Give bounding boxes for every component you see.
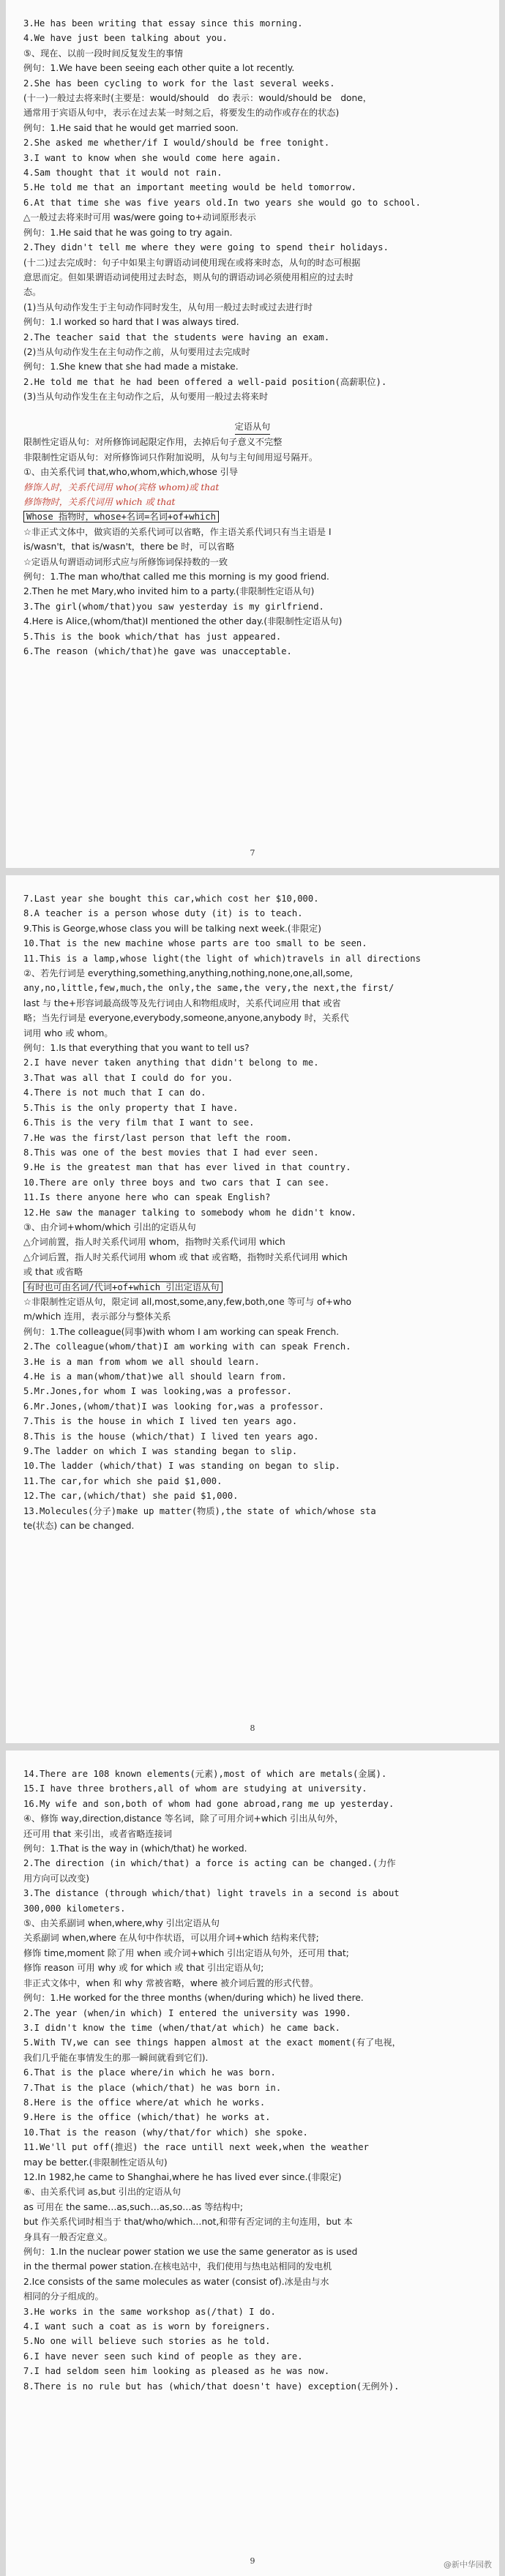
text-line: 10.There are only three boys and two cars that I can see. <box>23 1177 330 1188</box>
text-line: 12.The car,(which/that) she paid $1,000. <box>23 1491 239 1502</box>
text-line: 7.I had seldom seen him looking as pleased as he was now. <box>23 2366 330 2377</box>
text-line: △一般过去将来时可用 was/were going to+动词原形表示 <box>23 212 256 223</box>
text-line: 2.The year (when/in which) I entered the university was 1990. <box>23 2007 351 2018</box>
text-line: 身具有一般否定意义。 <box>23 2231 113 2242</box>
page-number: 9 <box>250 2556 255 2566</box>
page-1-lines <box>23 16 482 659</box>
text-line: 4.Sam thought that it would not rain. <box>23 168 222 179</box>
text-line: 例句：1.He said that he was going to try again. <box>23 227 233 238</box>
text-line: (1)当从句动作发生于主句动作同时发生，从句用一般过去时或过去进行时 <box>23 302 313 312</box>
text-line: ③、由介词+whom/which 引出的定语从句 <box>23 1221 196 1232</box>
text-line: 例句：1.He worked for the three months (when/during which) he lived there. <box>23 1993 364 2004</box>
text-line: ⑥、由关系代词 as,but 引出的定语从句 <box>23 2187 182 2198</box>
text-line: △介词后置，指人时关系代词用 whom 或 that 或省略，指物时关系代词用 which <box>23 1251 348 1262</box>
text-line: ④、修饰 way,direction,distance 等名词，除了可用介词+which 引出从句外， <box>23 1813 344 1824</box>
text-line: (2)当从句动作发生在主句动作之前，从句要用过去完成时 <box>23 346 250 357</box>
text-line: ☆定语从句谓语动词形式应与所修饰词保持数的一致 <box>23 556 228 567</box>
document-page-2 <box>6 875 499 1743</box>
text-line: is/wasn't，that is/wasn't，there be 时，可以省略 <box>23 542 235 553</box>
text-line: 例句：1.The man who/that called me this morning is my good friend. <box>23 572 329 583</box>
text-line: 7.This is the house in which I lived ten years ago. <box>23 1416 298 1427</box>
text-line: 7.That is the place (which/that) he was born in. <box>23 2082 282 2093</box>
text-line: (3)当从句动作发生在主句动作之后，从句要用一般过去将来时 <box>23 392 269 402</box>
text-line: 300,000 kilometers. <box>23 1903 126 1914</box>
text-line: 5.Mr.Jones,for whom I was looking,was a professor. <box>23 1386 292 1397</box>
text-line: 3.He has been writing that essay since this morning. <box>23 18 303 29</box>
text-line: 4.I want such a coat as is worn by foreigners. <box>23 2321 271 2332</box>
text-line: 4.We have just been talking about you. <box>23 33 228 44</box>
text-line: (十二)过去完成时：句子中如果主句谓语动词使用现在或将来时态，从句的时态可根据 <box>23 257 361 268</box>
text-line: △介词前置，指人时关系代词用 whom，指物时关系代词用 which <box>23 1237 285 1248</box>
text-line: 9.The ladder on which I was standing began to slip. <box>23 1446 298 1457</box>
text-line: ☆非限制性定语从句，限定词 all,most,some,any,few,both,one 等可与 of+who <box>23 1296 352 1307</box>
text-line: te(状态) can be changed. <box>23 1521 135 1532</box>
text-line: 2.The colleague(whom/that)I am working with can speak French. <box>23 1341 351 1352</box>
text-line: 还可用 that 来引出，或者省略连接词 <box>23 1828 173 1839</box>
text-line: m/which 连用，表示部分与整体关系 <box>23 1311 171 1322</box>
text-line: 关系副词 when,where 在从句中作状语，可以用介词+which 结构来代替; <box>23 1933 319 1944</box>
page-number: 8 <box>250 1723 255 1733</box>
text-line: 5.This is the only property that I have. <box>23 1102 239 1113</box>
document-page-1 <box>6 0 499 868</box>
text-line: 非限制性定语从句：对所修饰词只作附加说明，从句与主句间用逗号隔开。 <box>23 452 318 463</box>
text-line: 7.He was the first/last person that left the room. <box>23 1132 292 1143</box>
text-line: 例句：1.The colleague(同事)with whom I am working can speak French. <box>23 1326 340 1337</box>
text-line <box>23 1280 482 1295</box>
text-line: 2.The teacher said that the students were having an exam. <box>23 332 330 342</box>
text-line: (十一)一般过去将来时(主要是：would/should do 表示：would/should be done， <box>23 93 372 104</box>
text-line: 11.Is there anyone here who can speak English? <box>23 1192 271 1203</box>
text-line: 8.This was one of the best movies that I had ever seen. <box>23 1147 319 1158</box>
text-line: 11.We'll put off(推迟) the race untill next week,when the weather <box>23 2142 369 2153</box>
text-line: 2.They didn't tell me where they were going to spend their holidays. <box>23 242 389 253</box>
text-line: 5.This is the book which/that has just appeared. <box>23 631 282 642</box>
page-2-lines <box>23 891 482 1533</box>
text-line: 8.This is the house (which/that) I lived ten years ago. <box>23 1431 319 1442</box>
text-line: 10.That is the new machine whose parts are too small to be seen. <box>23 938 367 949</box>
text-line: 12.In 1982,he came to Shanghai,where he has lived ever since.(非限定) <box>23 2171 342 2182</box>
boxed-note: Whose 指物时，whose+名词=名词+of+which <box>23 511 219 523</box>
text-line: 7.Last year she bought this car,which cost her $10,000. <box>23 894 319 904</box>
text-line: 5.With TV,we can see things happen almost at the exact moment(有了电视， <box>23 2037 401 2048</box>
text-line: 2.Ice consists of the same molecules as water (consist of).冰是由与水 <box>23 2276 329 2287</box>
text-line: 3.I want to know when she would come here again. <box>23 152 282 163</box>
text-line: 例句：1.Is that everything that you want to tell us? <box>23 1043 250 1054</box>
text-line: 16.My wife and son,both of whom had gone abroad,rang me up yesterday. <box>23 1798 394 1809</box>
text-line: 限制性定语从句：对所修饰词起限定作用，去掉后句子意义不完整 <box>23 437 283 448</box>
text-line: 2.Then he met Mary,who invited him to a party.(非限制性定语从句) <box>23 586 315 597</box>
text-line: may be better.(非限制性定语从句) <box>23 2157 168 2168</box>
text-line: 2.She has been cycling to work for the last several weeks. <box>23 78 335 89</box>
page-3-lines <box>23 1767 482 2394</box>
text-line: 或 that 或省略 <box>23 1267 83 1278</box>
text-line: 9.Here is the office (which/that) he works at. <box>23 2112 271 2123</box>
text-line: 9.This is George,whose class you will be talking next week.(非限定) <box>23 923 321 934</box>
text-line: 通常用于宾语从句中，表示在过去某一时刻之后，将要发生的动作或存在的状态) <box>23 108 340 119</box>
text-line: 15.I have three brothers,all of whom are studying at university. <box>23 1783 367 1794</box>
text-line: 3.The distance (through which/that) light travels in a second is about <box>23 1888 400 1899</box>
text-line: 相同的分子组成的。 <box>23 2291 104 2302</box>
document-page-3 <box>6 1751 499 2576</box>
text-line: ①、由关系代词 that,who,whom,which,whose 引导 <box>23 467 239 478</box>
text-line: 用方向可以改变) <box>23 1873 90 1884</box>
text-line: ⑤、现在、以前一段时间反复发生的事情 <box>23 48 184 59</box>
text-line: 13.Molecules(分子)make up matter(物质),the state of which/whose sta <box>23 1505 376 1516</box>
text-line: 例句：1.I worked so hard that I was always tired. <box>23 317 239 328</box>
text-line: 6.I have never seen such kind of people as they are. <box>23 2351 303 2362</box>
text-line: 例句：1.We have been seeing each other quite a lot recently. <box>23 63 295 74</box>
text-line: 8.There is no rule but has (which/that doesn't have) exception(无例外). <box>23 2381 400 2392</box>
text-line: any,no,little,few,much,the only,the same,the very,the next,the first/ <box>23 983 394 994</box>
text-line: 6.Mr.Jones,(whom/that)I was looking for,was a professor. <box>23 1401 324 1412</box>
text-line: 11.The car,for which she paid $1,000. <box>23 1475 222 1486</box>
text-line: in the thermal power station.在核电站中，我们使用与热电站相同的发电机 <box>23 2261 332 2272</box>
text-line <box>23 509 482 524</box>
text-line: 3.He works in the same workshop as(/that) I do. <box>23 2306 276 2317</box>
text-line: 修饰 time,moment 除了用 when 或介词+which 引出定语从句外，还可用 that; <box>23 1947 349 1958</box>
text-line: 10.That is the reason (why/that/for which) she spoke. <box>23 2127 308 2138</box>
watermark: @新中华园教 <box>444 2560 492 2569</box>
text-line: 非正式文体中，when 和 why 常被省略，where 被介词后置的形式代替。 <box>23 1977 319 1988</box>
text-line: 6.That is the place where/in which he was born. <box>23 2067 276 2078</box>
text-line <box>23 419 482 435</box>
text-line: 2.She asked me whether/if I would/should be free tonight. <box>23 138 330 149</box>
boxed-note: 有时也可由名词/代词+of+which 引出定语从句 <box>23 1281 222 1293</box>
text-line: 意思而定。但如果谓语动词使用过去时态，则从句的谓语动词必须使用相应的过去时 <box>23 272 354 282</box>
text-line: 8.Here is the office where/at which he works. <box>23 2097 266 2108</box>
text-line <box>23 405 482 419</box>
text-line: 12.He saw the manager talking to somebody whom he didn't know. <box>23 1207 356 1218</box>
text-line: 我们几乎能在事情发生的那一瞬间就看到它们). <box>23 2052 209 2063</box>
text-line: 态。 <box>23 287 42 298</box>
text-line: 修饰人时，关系代词用 who(宾格 whom)或 that <box>23 482 220 493</box>
text-line: as 可用在 the same…as,such…as,so…as 等结构中; <box>23 2201 243 2212</box>
text-line: 3.I didn't know the time (when/that/at which) he came back. <box>23 2022 340 2033</box>
text-line: 例句：1.In the nuclear power station we use the same generator as is used <box>23 2247 358 2257</box>
section-title: 定语从句 <box>235 419 271 435</box>
text-line: 8.A teacher is a person whose duty (it) is to teach. <box>23 908 303 919</box>
text-line: 2.He told me that he had been offered a well-paid position(高薪职位). <box>23 376 387 387</box>
text-line: ☆非正式文体中，做宾语的关系代词可以省略，作主语关系代词只有当主语是 I <box>23 526 332 537</box>
text-line: 6.This is the very film that I want to see. <box>23 1117 255 1128</box>
text-line: 6.At that time she was five years old.In two years she would go to school. <box>23 197 421 208</box>
text-line: ②、若先行词是 everything,something,anything,nothing,none,one,all,some, <box>23 968 354 979</box>
text-line: 例句：1.That is the way in (which/that) he worked. <box>23 1843 247 1854</box>
text-line: 3.He is a man from whom we all should learn. <box>23 1356 260 1367</box>
text-line: 5.No one will believe such stories as he told. <box>23 2336 271 2347</box>
text-line: 修饰 reason 可用 why 或 for which 或 that 引出定语从句; <box>23 1963 264 1974</box>
text-line: 例句：1.He said that he would get married soon. <box>23 122 239 133</box>
text-line: 14.There are 108 known elements(元素),most of which are metals(金属). <box>23 1769 387 1779</box>
text-line: 3.The girl(whom/that)you saw yesterday is my girlfriend. <box>23 601 324 612</box>
text-line: last 与 the+形容词最高级等及先行词由人和物组成时，关系代词应用 that 或省 <box>23 997 341 1008</box>
text-line: 3.That was all that I could do for you. <box>23 1072 233 1083</box>
text-line: 10.The ladder (which/that) I was standing on began to slip. <box>23 1461 340 1472</box>
text-line: 11.This is a lamp,whose light(the light of which)travels in all directions <box>23 953 421 964</box>
text-line: ⑤、由关系副词 when,where,why 引出定语从句 <box>23 1918 220 1929</box>
text-line: 2.I have never taken anything that didn't belong to me. <box>23 1057 319 1068</box>
text-line: 4.There is not much that I can do. <box>23 1087 206 1098</box>
text-line: 词用 who 或 whom。 <box>23 1027 113 1038</box>
text-line: 5.He told me that an important meeting would be held tomorrow. <box>23 182 356 193</box>
text-line: 9.He is the greatest man that has ever lived in that country. <box>23 1162 351 1173</box>
text-line: 4.Here is Alice,(whom/that)I mentioned the other day.(非限制性定语从句) <box>23 616 343 627</box>
text-line: 2.The direction (in which/that) a force is acting can be changed.(力作 <box>23 1858 396 1869</box>
text-line: 6.The reason (which/that)he gave was unacceptable. <box>23 646 292 657</box>
text-line: 4.He is a man(whom/that)we all should learn from. <box>23 1371 287 1382</box>
text-line: but 作关系代词时相当于 that/who/which…not,和带有否定词的主句连用，but 本 <box>23 2217 353 2228</box>
text-line: 例句：1.She knew that she had made a mistake. <box>23 362 239 372</box>
page-number: 7 <box>250 848 255 858</box>
text-line: 略；当先行词是 everyone,everybody,someone,anyone,anybody 时，关系代 <box>23 1013 349 1024</box>
text-line: 修饰物时，关系代词用 which 或 that <box>23 497 176 507</box>
